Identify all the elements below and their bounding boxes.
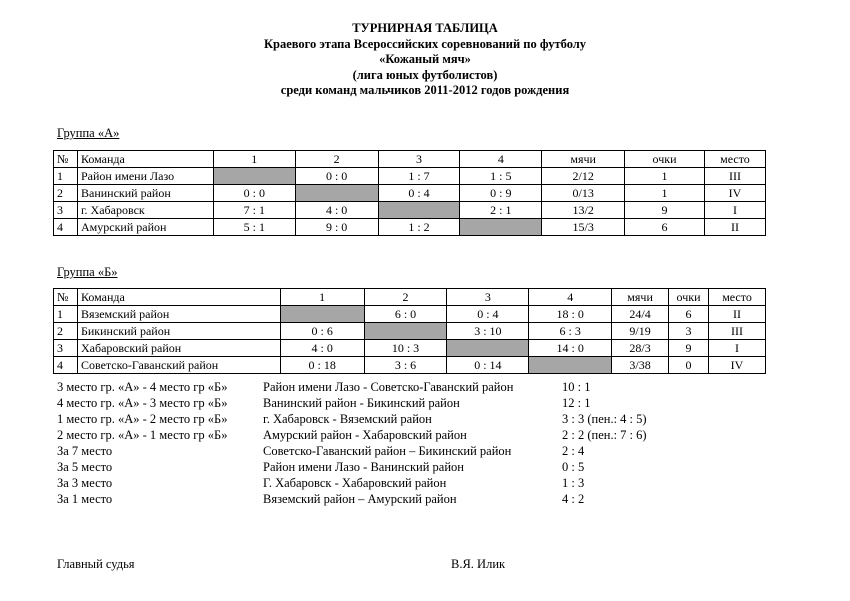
header-cell: 1: [280, 289, 364, 306]
result-stage: 1 место гр. «А» - 2 место гр «Б»: [57, 412, 228, 426]
referee-name: В.Я. Илик: [451, 557, 506, 571]
cell-score: 0 : 4: [378, 185, 460, 202]
cell-self-match: [447, 340, 529, 357]
cell-goals: 3/38: [612, 357, 669, 374]
cell-team: Советско-Гаванский район: [77, 357, 280, 374]
cell-score: 9 : 0: [295, 219, 378, 236]
group-b-label: Группа «Б»: [57, 265, 118, 279]
result-teams: Район имени Лазо - Ванинский район: [263, 460, 464, 474]
cell-self-match: [280, 306, 364, 323]
table-header-row: [54, 289, 766, 306]
result-score: 3 : 3 (пен.: 4 : 5): [562, 412, 647, 426]
result-stage: 4 место гр. «А» - 3 место гр «Б»: [57, 396, 228, 410]
cell-score: 1 : 5: [460, 168, 542, 185]
cell-score: 10 : 3: [364, 340, 447, 357]
cell-self-match: [364, 323, 447, 340]
cell-team: Ванинский район: [77, 185, 213, 202]
table-row: [54, 340, 766, 357]
cell-number: 3: [54, 202, 78, 219]
cell-number: 4: [54, 219, 78, 236]
cell-goals: 9/19: [612, 323, 669, 340]
cell-score: 6 : 3: [529, 323, 612, 340]
cell-score: 6 : 0: [364, 306, 447, 323]
cell-points: 6: [625, 219, 705, 236]
cell-self-match: [295, 185, 378, 202]
result-teams: Советско-Гаванский район – Бикинский район: [263, 444, 512, 458]
cell-team: Хабаровский район: [77, 340, 280, 357]
referee-role: Главный судья: [57, 557, 135, 571]
cell-self-match: [213, 168, 295, 185]
header-cell: 4: [529, 289, 612, 306]
cell-points: 6: [669, 306, 709, 323]
header-cell: место: [709, 289, 766, 306]
cell-goals: 24/4: [612, 306, 669, 323]
cell-points: 0: [669, 357, 709, 374]
cell-place: IV: [704, 185, 765, 202]
cell-points: 9: [669, 340, 709, 357]
header-cell: мячи: [612, 289, 669, 306]
cell-self-match: [378, 202, 460, 219]
cell-points: 1: [625, 185, 705, 202]
table-row: [54, 219, 766, 236]
cell-number: 2: [54, 185, 78, 202]
cell-score: 4 : 0: [280, 340, 364, 357]
table-row: [54, 185, 766, 202]
cell-place: III: [709, 323, 766, 340]
cell-score: 0 : 9: [460, 185, 542, 202]
cell-score: 3 : 6: [364, 357, 447, 374]
header-cell: 1: [213, 151, 295, 168]
header-cell: очки: [669, 289, 709, 306]
result-stage: За 1 место: [57, 492, 113, 506]
cell-number: 2: [54, 323, 78, 340]
group-a-table: [53, 150, 766, 236]
cell-team: Амурский район: [77, 219, 213, 236]
title-line-4: (лига юных футболистов): [352, 67, 498, 82]
header-cell: №: [54, 151, 78, 168]
cell-score: 0 : 6: [280, 323, 364, 340]
group-a-label: Группа «А»: [57, 126, 120, 140]
header-cell: 4: [460, 151, 542, 168]
result-score: 0 : 5: [562, 460, 585, 474]
cell-team: Бикинский район: [77, 323, 280, 340]
header-cell: место: [704, 151, 765, 168]
cell-self-match: [529, 357, 612, 374]
table-row: [54, 323, 766, 340]
cell-place: II: [709, 306, 766, 323]
table-row: [54, 306, 766, 323]
cell-score: 4 : 0: [295, 202, 378, 219]
result-teams: Амурский район - Хабаровский район: [263, 428, 467, 442]
result-teams: г. Хабаровск - Вяземский район: [263, 412, 432, 426]
cell-points: 9: [625, 202, 705, 219]
table-header-row: [54, 151, 766, 168]
cell-score: 3 : 10: [447, 323, 529, 340]
result-teams: Вяземский район – Амурский район: [263, 492, 457, 506]
result-teams: Г. Хабаровск - Хабаровский район: [263, 476, 447, 490]
cell-self-match: [460, 219, 542, 236]
cell-score: 14 : 0: [529, 340, 612, 357]
cell-score: 18 : 0: [529, 306, 612, 323]
header-cell: Команда: [77, 151, 213, 168]
header-cell: №: [54, 289, 78, 306]
title-line-5: среди команд мальчиков 2011-2012 годов рождения: [280, 83, 570, 97]
cell-number: 1: [54, 168, 78, 185]
result-stage: За 3 место: [57, 476, 113, 490]
title-line-2: Краевого этапа Всероссийских соревнований по футболу: [263, 36, 587, 51]
result-score: 2 : 4: [562, 444, 585, 458]
result-score: 1 : 3: [562, 476, 585, 490]
cell-score: 1 : 7: [378, 168, 460, 185]
document-title: [0, 21, 850, 99]
result-stage: 3 место гр. «А» - 4 место гр «Б»: [57, 380, 228, 394]
cell-number: 3: [54, 340, 78, 357]
cell-score: 5 : 1: [213, 219, 295, 236]
result-score: 2 : 2 (пен.: 7 : 6): [562, 428, 647, 442]
header-cell: Команда: [77, 289, 280, 306]
cell-goals: 0/13: [542, 185, 625, 202]
table-row: [54, 168, 766, 185]
result-score: 10 : 1: [562, 380, 591, 394]
cell-team: г. Хабаровск: [77, 202, 213, 219]
title-line-1: ТУРНИРНАЯ ТАБЛИЦА: [352, 21, 498, 35]
table-row: [54, 357, 766, 374]
result-score: 12 : 1: [562, 396, 591, 410]
cell-score: 1 : 2: [378, 219, 460, 236]
cell-place: III: [704, 168, 765, 185]
cell-score: 0 : 18: [280, 357, 364, 374]
cell-goals: 28/3: [612, 340, 669, 357]
result-stage: За 5 место: [57, 460, 113, 474]
cell-place: IV: [709, 357, 766, 374]
result-score: 4 : 2: [562, 492, 585, 506]
cell-team: Вяземский район: [77, 306, 280, 323]
cell-goals: 15/3: [542, 219, 625, 236]
cell-score: 0 : 14: [447, 357, 529, 374]
title-line-3: «Кожаный мяч»: [379, 52, 471, 66]
cell-place: I: [704, 202, 765, 219]
cell-score: 0 : 0: [213, 185, 295, 202]
header-cell: 2: [295, 151, 378, 168]
result-teams: Ванинский район - Бикинский район: [263, 396, 460, 410]
result-teams: Район имени Лазо - Советско-Гаванский район: [263, 380, 514, 394]
cell-score: 7 : 1: [213, 202, 295, 219]
cell-points: 1: [625, 168, 705, 185]
cell-score: 2 : 1: [460, 202, 542, 219]
header-cell: 2: [364, 289, 447, 306]
result-stage: 2 место гр. «А» - 1 место гр «Б»: [57, 428, 228, 442]
cell-score: 0 : 0: [295, 168, 378, 185]
header-cell: 3: [447, 289, 529, 306]
cell-number: 1: [54, 306, 78, 323]
cell-number: 4: [54, 357, 78, 374]
cell-score: 0 : 4: [447, 306, 529, 323]
cell-goals: 2/12: [542, 168, 625, 185]
group-b-table: [53, 288, 766, 374]
result-stage: За 7 место: [57, 444, 113, 458]
cell-team: Район имени Лазо: [77, 168, 213, 185]
header-cell: очки: [625, 151, 705, 168]
cell-place: I: [709, 340, 766, 357]
cell-points: 3: [669, 323, 709, 340]
header-cell: 3: [378, 151, 460, 168]
header-cell: мячи: [542, 151, 625, 168]
cell-goals: 13/2: [542, 202, 625, 219]
cell-place: II: [704, 219, 765, 236]
table-row: [54, 202, 766, 219]
